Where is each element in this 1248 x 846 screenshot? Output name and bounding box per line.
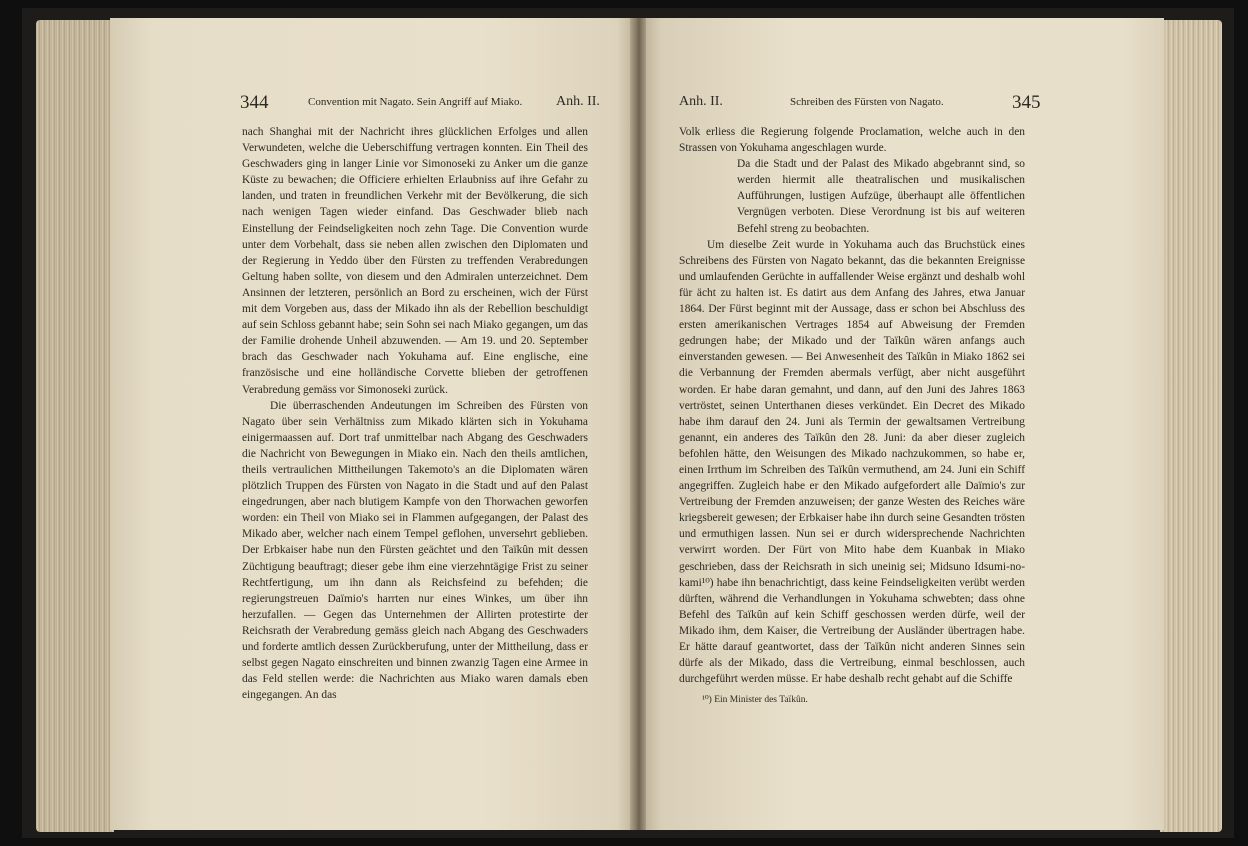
left-running-head: Convention mit Nagato. Sein Angriff auf Miako. (308, 96, 523, 108)
left-page-number: 344 (240, 92, 269, 113)
right-section-label: Anh. II. (679, 94, 723, 109)
left-paragraph-2: Die überraschenden Andeutungen im Schreiben des Fürsten von Nagato über sein Verhältniss zum Mikado klärten sich in Yokuhama einigermaassen auf. Dort traf unmittelbar nach Abgang des Geschwaders die Nachricht von Bewegungen in Miako ein. Nach den theils amtlichen, theils vertraulichen Mittheilungen Takemoto's an die Diplomaten wären plötzlich Truppen des Fürsten von Nagato in die Stadt und auf den Palast eingedrungen, aber nach blutigem Kampfe von den Thorwachen geworfen worden: ein Theil von Miako sei in Flammen aufgegangen, der Palast des Mikado aber, welcher nach einem Tempel geflohen, unversehrt geblieben. Der Erbkaiser habe nun den Fürsten geächtet und den Taïkûn mit dessen Züchtigung beauftragt; dieser gebe ihm eine vierzehntägige Frist zu seiner Rechtfertigung, um ihn dann als Reichsfeind zu befehden; die regierungstreuen Daïmio's harrten nur eines Winkes, um über ihn herzufallen. — Gegen das Unternehmen der Allirten protestirte der Reichsrath der Verabredung gemäss gleich nach Abgang des Geschwaders und forderte amtlich dessen Zurückberufung, unter der Mittheilung, dass er selbst gegen Nagato einschreiten und binnen zwanzig Tagen eine Armee in das Feld stellen werde: die Nachrichten aus Miako waren damals eben eingegangen. An das (242, 399, 588, 702)
right-paragraph-3: Um dieselbe Zeit wurde in Yokuhama auch das Bruchstück eines Schreibens des Fürsten von Nagato bekannt, das die bekannten Ereignisse und umlaufenden Gerüchte in auffallender Weise ergänzt und deshalb wohl für ächt zu halten ist. Es datirt aus dem Anfang des Jahres, etwa Januar 1864. Der Fürst beginnt mit der Aussage, dass er schon bei Abschluss des ersten amerikanischen Vertrages 1854 auf Abweisung der Fremden gedrungen habe; der Mikado und der Taïkûn wären anfangs auch einverstanden gewesen. — Bei Anwesenheit des Taïkûn in Miako 1862 sei die Verbannung der Fremden abermals verfügt, aber nicht ausgeführt worden. Er habe daran gemahnt, und dann, auf den Juni des Jahres 1863 vertröstet, seinen Unterthanen dieses verkündet. Ein Decret des Mikado habe ihm darauf den 24. Juni als Termin der gewaltsamen Vertreibung genannt, ein anderes des Taïkûn den 28. Juni: da aber dieser zugleich befohlen hätte, den Weisungen des Mikado nachzukommen, so habe er, einen Irrthum im Schreiben des Taïkûn vermuthend, am 24. Juni ein Schiff angegriffen. Zugleich habe er den Mikado aufgefordert alle Daïmio's zur Vertreibung der Fremden anzuweisen; der ganze Westen des Reiches wäre kriegsbereit gewesen; der Erbkaiser habe ihn durch seine Gesandten trösten und ermuthigen lassen. Nun sei er durch widersprechende Nachrichten verwirrt worden. Der Fürt von Mito habe dem Kuanbak in Miako geschrieben, dass der Reichsrath in sich uneinig sei; Midsuno Idsumi-no-kami¹⁰) habe ihn benachrichtigt, dass keine Feindseligkeiten verübt werden dürften, während die Verhandlungen in Yokuhama schwebten; dass ohne Befehl des Taïkûn auf kein Schiff geschossen werden dürfe, weil der Mikado ihm, dem Kaiser, die Vertreibung der Ausländer übertragen habe. Er hätte darauf geantwortet, dass der Taïkûn nicht anderen Sinnes sein dürfe als der Mikado, dass die Vertreibung, einmal beschlossen, auch durchgeführt werden müsse. Er habe deshalb recht gehabt auf die Schiffe (679, 238, 1025, 686)
proclamation-text: Da die Stadt und der Palast des Mikado abgebrannt sind, so werden hiermit alle theatralischen und musikalischen Aufführungen, lustigen Aufzüge, überhaupt alle öffentlichen Vergnügen verboten. Diese Verordnung ist bis auf weiteren Befehl streng zu beobachten. (737, 158, 1025, 235)
right-paragraph-1: Volk erliess die Regierung folgende Proclamation, welche auch in den Strassen von Yokuhama angeschlagen wurde. (679, 126, 1025, 155)
right-running-head: Schreiben des Fürsten von Nagato. (790, 96, 944, 108)
left-body-text (242, 124, 588, 703)
left-page-edges (36, 20, 114, 832)
book-gutter (630, 18, 646, 830)
right-page-edges (1160, 20, 1222, 832)
right-body-text (679, 124, 1025, 687)
left-section-label: Anh. II. (556, 94, 600, 109)
footnote: ¹⁰) Ein Minister des Taïkûn. (702, 695, 808, 705)
right-page-number: 345 (1012, 92, 1041, 113)
left-paragraph-1: nach Shanghai mit der Nachricht ihres glücklichen Erfolges und allen Verwundeten, welche die Ueberschiffung vertragen konnten. Ein Theil des Geschwaders ging in langer Linie vor Simonoseki zu Anker um die ganze Küste zu bewachen; die Officiere erhielten Erlaubniss auf ihre Gefahr zu landen, und traten in freundlichen Verkehr mit der Bevölkerung, die sich nach wenigen Tagen wieder einfand. Das Geschwader blieb nach Einstellung der Feindseligkeiten noch zehn Tage. Die Convention wurde unter dem Vorbehalt, dass sie neben allen zwischen den Diplomaten und der Regierung in Yeddo über den Fürsten zu treffenden Verabredungen Geltung haben sollte, von diesem und den Admiralen unterzeichnet. Dem Ansinnen der letzteren, persönlich an Bord zu erscheinen, wich der Fürst mit dem Vorgeben aus, dass der Mikado ihn als der Rebellion beschuldigt auf sein Schloss gebannt habe; sein Sohn sei nach Miako gegangen, um das der Familie drohende Unheil abzuwenden. — Am 19. und 20. September brach das Geschwader nach Yokuhama auf. Eine englische, eine französische und eine holländische Corvette blieben der getroffenen Verabredung gemäss vor Simonoseki zurück. (242, 126, 588, 396)
